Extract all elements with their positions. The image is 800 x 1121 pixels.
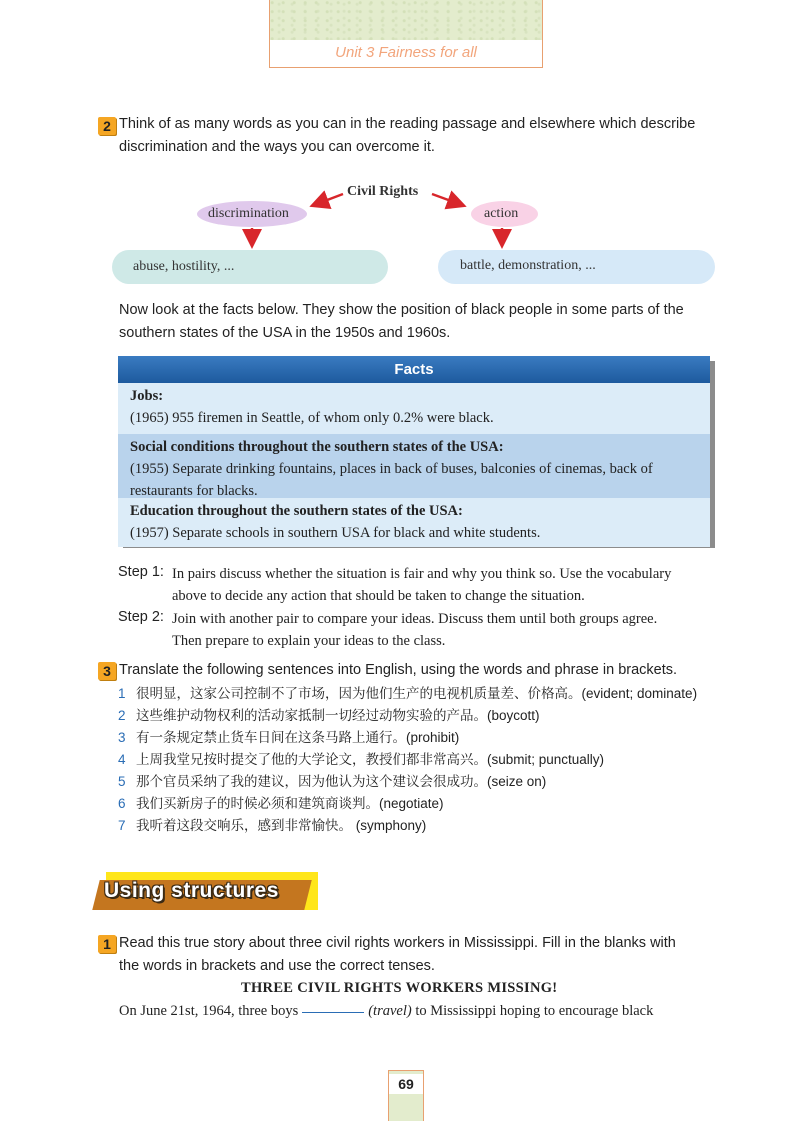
task-2-line2: discrimination and the ways you can overcome it.: [119, 139, 435, 155]
structures-1-line1: Read this true story about three civil rights workers in Mississippi. Fill in the blanks with: [119, 935, 676, 951]
translation-item-text: 我听着这段交响乐，感到非常愉快。 (symphony): [136, 818, 427, 833]
translation-item-number: 5: [118, 774, 126, 789]
translation-list: [118, 683, 697, 837]
translation-item-text: 那个官员采纳了我的建议，因为他认为这个建议会很成功。(seize on): [136, 774, 547, 789]
page-number: 69: [389, 1074, 423, 1094]
arrow-to-discrimination: [314, 194, 343, 205]
step1-line2: above to decide any action that should be taken to change the situation.: [172, 588, 585, 604]
step1-label: Step 1:: [118, 564, 164, 580]
section-banner: [96, 872, 320, 912]
task-2-number: 2: [98, 117, 116, 135]
discrimination-words: abuse, hostility, ...: [133, 259, 235, 274]
translation-item-number: 7: [118, 818, 126, 833]
action-label: action: [484, 206, 519, 221]
translation-item-number: 6: [118, 796, 126, 811]
facts-jobs-text: (1965) 955 firemen in Seattle, of whom only 0.2% were black.: [130, 410, 494, 426]
step1-line1: In pairs discuss whether the situation is fair and why you think so. Use the vocabulary: [172, 566, 672, 582]
step2-line1: Join with another pair to compare your ideas. Discuss them until both groups agree.: [172, 611, 658, 627]
translation-item-number: 2: [118, 708, 126, 723]
translation-item-text: 有一条规定禁止货车日间在这条马路上通行。(prohibit): [136, 730, 460, 745]
translation-item-number: 4: [118, 752, 126, 767]
translation-item-text: 我们买新房子的时候必须和建筑商谈判。(negotiate): [136, 796, 444, 811]
structures-1-number: 1: [98, 935, 116, 953]
facts-title: Facts: [118, 356, 710, 383]
translation-item-text: 这些维护动物权利的活动家抵制一切经过动物实验的产品。(boycott): [136, 708, 540, 723]
facts-jobs-row: [118, 383, 710, 434]
structures-1-line2: the words in brackets and use the correct tenses.: [119, 958, 435, 974]
task-2-line1: Think of as many words as you can in the reading passage and elsewhere which describe: [119, 116, 696, 132]
task-3-text: Translate the following sentences into English, using the words and phrase in brackets.: [119, 662, 678, 678]
arrow-to-action: [432, 194, 462, 205]
translation-item: [118, 793, 697, 815]
facts-social-text-1: (1955) Separate drinking fountains, places in back of buses, balconies of cinemas, back of: [130, 461, 653, 477]
story-blank[interactable]: [302, 1012, 364, 1013]
section-title: Using structures: [104, 879, 279, 902]
translation-item: [118, 683, 697, 705]
translation-item-text: 上周我堂兄按时提交了他的大学论文，教授们都非常高兴。(submit; punctually): [136, 752, 605, 767]
step2-label: Step 2:: [118, 609, 164, 625]
facts-social-heading: Social conditions throughout the southern states of the USA:: [130, 439, 504, 455]
facts-table: [118, 356, 710, 543]
translation-item-number: 3: [118, 730, 126, 745]
diagram-center-label: Civil Rights: [347, 184, 419, 199]
translation-item: [118, 749, 697, 771]
translation-item: [118, 771, 697, 793]
facts-education-heading: Education throughout the southern states of the USA:: [130, 503, 463, 519]
translation-item: [118, 727, 697, 749]
story-hint: (travel): [368, 1003, 412, 1019]
task-3-number: 3: [98, 662, 116, 680]
intro-line2: southern states of the USA in the 1950s and 1960s.: [119, 325, 451, 341]
civil-rights-diagram: [0, 0, 800, 300]
translation-item: [118, 705, 697, 727]
page-number-tab: [388, 1070, 424, 1121]
action-words: battle, demonstration, ...: [460, 258, 596, 273]
facts-social-row: [118, 434, 710, 498]
facts-social-text-2: restaurants for blacks.: [130, 483, 258, 499]
translation-item: [118, 815, 697, 837]
unit-title: Unit 3 Fairness for all: [335, 44, 477, 61]
story-before: On June 21st, 1964, three boys: [119, 1003, 299, 1019]
story-title: THREE CIVIL RIGHTS WORKERS MISSING!: [241, 980, 558, 996]
facts-jobs-heading: Jobs:: [130, 388, 164, 404]
translation-item-number: 1: [118, 686, 126, 701]
translation-item-text: 很明显，这家公司控制不了市场，因为他们生产的电视机质量差、价格高。(evident; dominate): [136, 686, 698, 701]
story-text: [119, 1003, 653, 1020]
story-after: to Mississippi hoping to encourage black: [415, 1003, 654, 1019]
intro-line1: Now look at the facts below. They show the position of black people in some parts of the: [119, 302, 684, 318]
discrimination-label: discrimination: [208, 206, 289, 221]
facts-education-text: (1957) Separate schools in southern USA for black and white students.: [130, 525, 541, 541]
facts-education-row: [118, 498, 710, 547]
step2-line2: Then prepare to explain your ideas to the class.: [172, 633, 446, 649]
